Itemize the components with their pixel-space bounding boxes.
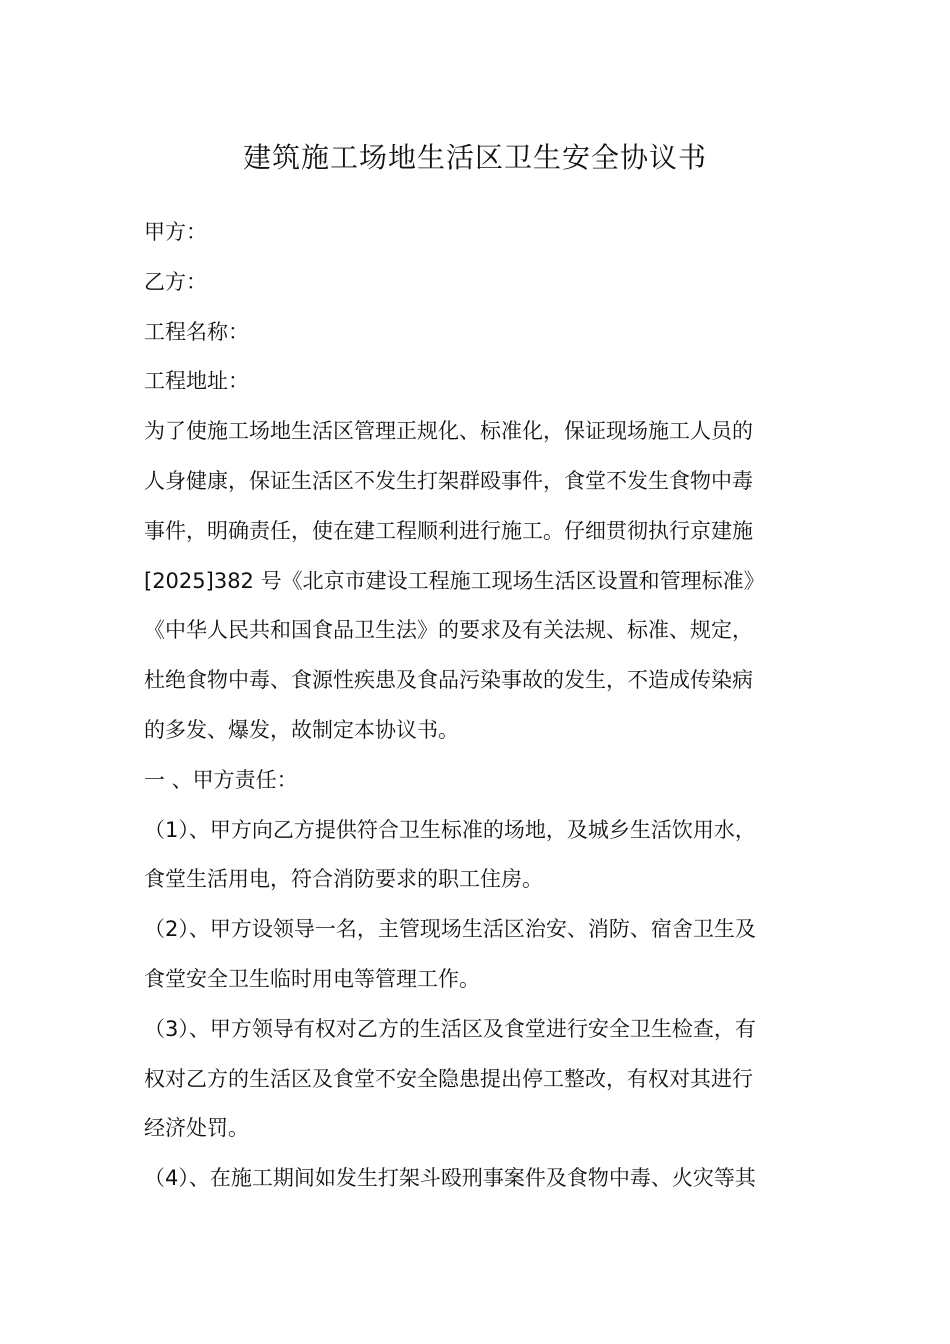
intro-line: 事件，明确责任，使在建工程顺利进行施工。仔细贯彻执行京建施 <box>144 518 753 543</box>
section-heading: 一 、甲方责任： <box>144 767 298 792</box>
clause-4 <box>144 1154 814 1204</box>
clause-line: （4）、在施工期间如发生打架斗殴刑事案件及食物中毒、火灾等其 <box>144 1166 756 1191</box>
intro-line: [2025]382 号《北京市建设工程施工现场生活区设置和管理标准》 <box>144 568 765 593</box>
clause-line: （1）、甲方向乙方提供符合卫生标准的场地，及城乡生活饮用水， <box>144 817 756 842</box>
project-name-field: 工程名称： <box>144 319 249 344</box>
clause-line: （3）、甲方领导有权对乙方的生活区及食堂进行安全卫生检查，有 <box>144 1016 756 1041</box>
document-title: 建筑施工场地生活区卫生安全协议书 <box>242 141 707 174</box>
clause-line: （2）、甲方设领导一名，主管现场生活区治安、消防、宿舍卫生及 <box>144 917 756 942</box>
clause-3 <box>144 1005 814 1154</box>
party-a-field: 甲方： <box>144 220 207 244</box>
party-b-field: 乙方： <box>144 269 207 294</box>
clause-2 <box>144 905 814 1005</box>
clause-line: 权对乙方的生活区及食堂不安全隐患提出停工整改，有权对其进行 <box>144 1066 753 1091</box>
project-address-field: 工程地址： <box>144 369 249 394</box>
intro-line: 人身健康，保证生活区不发生打架群殴事件，食堂不发生食物中毒 <box>144 468 753 493</box>
clause-line: 食堂安全卫生临时用电等管理工作。 <box>144 966 480 991</box>
document-body <box>144 208 814 1204</box>
clause-1 <box>144 806 814 906</box>
intro-line: 为了使施工场地生活区管理正规化、标准化，保证现场施工人员的 <box>144 419 753 444</box>
intro-line: 杜绝食物中毒、食源性疾患及食品污染事故的发生，不造成传染病 <box>144 668 753 693</box>
clause-line: 经济处罚。 <box>144 1116 249 1141</box>
intro-line: 《中华人民共和国食品卫生法》的要求及有关法规、标准、规定， <box>144 618 753 643</box>
clause-line: 食堂生活用电，符合消防要求的职工住房。 <box>144 867 543 892</box>
intro-line: 的多发、爆发，故制定本协议书。 <box>144 717 459 742</box>
intro-paragraph <box>144 407 814 756</box>
